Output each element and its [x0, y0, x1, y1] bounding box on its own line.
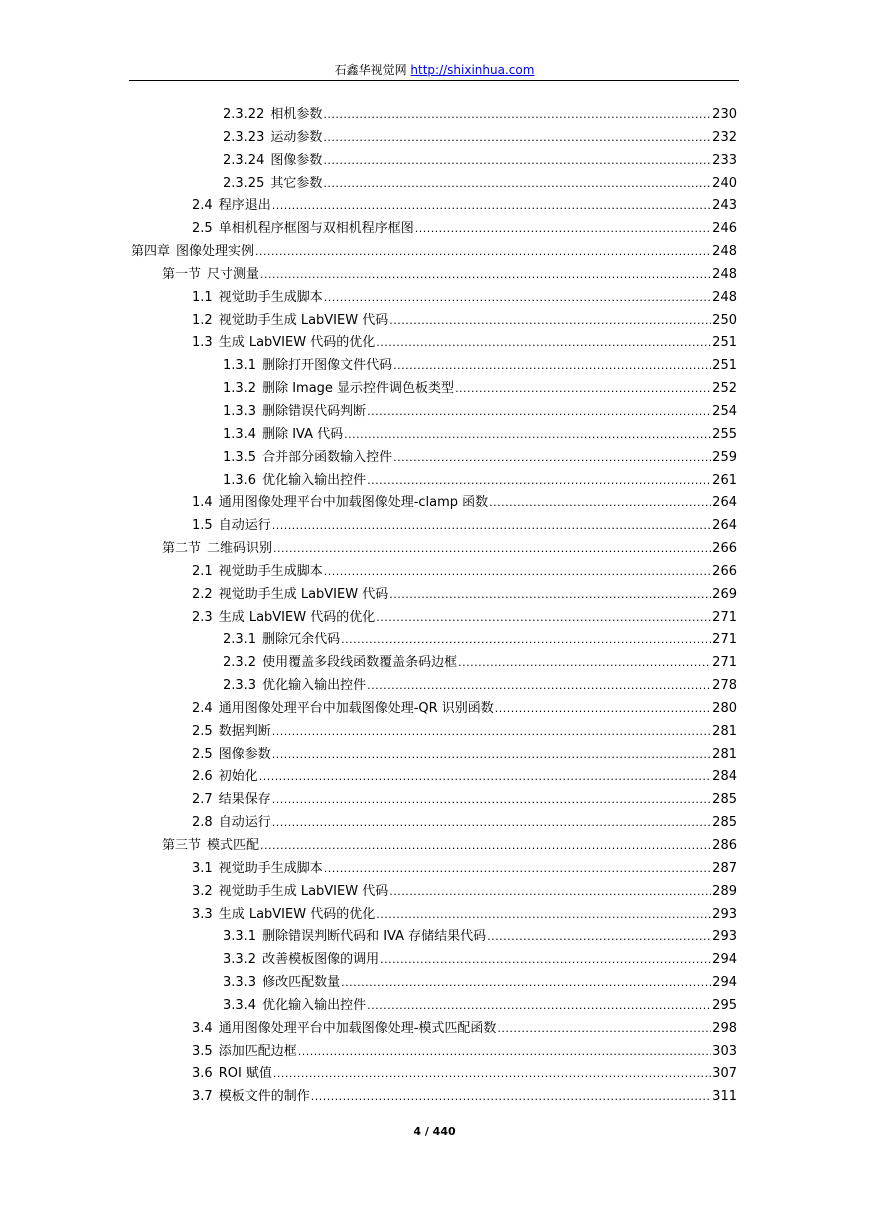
toc-dot-leader	[272, 744, 711, 767]
toc-entry[interactable]	[0, 150, 869, 173]
toc-dot-leader	[367, 675, 711, 698]
toc-entry-number: 3.3.2	[223, 952, 257, 968]
toc-entry-number: 1.2	[192, 312, 213, 328]
toc-entry-page: 255	[712, 426, 737, 442]
toc-dot-leader	[255, 241, 711, 264]
toc-entry-page: 307	[712, 1066, 737, 1082]
toc-entry[interactable]	[0, 949, 869, 972]
toc-entry-page: 251	[712, 335, 737, 351]
toc-entry[interactable]	[0, 104, 869, 127]
toc-entry-title: 结果保存	[218, 792, 271, 808]
toc-entry-page: 252	[712, 381, 737, 397]
toc-entry[interactable]	[0, 584, 869, 607]
toc-dot-leader	[415, 218, 711, 241]
toc-entry-number: 1.5	[192, 518, 213, 534]
toc-dot-leader	[376, 332, 711, 355]
toc-entry-page: 278	[712, 678, 737, 694]
toc-entry[interactable]	[0, 378, 869, 401]
toc-entry[interactable]	[0, 287, 869, 310]
toc-entry-title: 模板文件的制作	[218, 1089, 310, 1105]
toc-entry-number: 1.3.4	[223, 426, 257, 442]
toc-entry[interactable]	[0, 515, 869, 538]
toc-entry[interactable]	[0, 652, 869, 675]
toc-entry-title: 单相机程序框图与双相机程序框图	[218, 221, 414, 237]
toc-entry-title: 图像处理实例	[176, 244, 255, 260]
toc-entry-title: 视觉助手生成 LabVIEW 代码	[218, 312, 389, 328]
toc-entry-number: 2.3.24	[223, 152, 265, 168]
toc-entry[interactable]	[0, 401, 869, 424]
toc-entry-title: 删除冗余代码	[262, 632, 341, 648]
site-link[interactable]: http://shixinhua.com	[410, 63, 535, 77]
toc-entry-title: 生成 LabVIEW 代码的优化	[218, 335, 376, 351]
toc-entry-number: 2.7	[192, 792, 213, 808]
toc-entry-title: 通用图像处理平台中加载图像处理-QR 识别函数	[218, 700, 494, 716]
toc-dot-leader	[323, 173, 711, 196]
toc-entry-page: 243	[712, 198, 737, 214]
toc-dot-leader	[380, 949, 711, 972]
toc-entry-title: 自动运行	[218, 815, 271, 831]
toc-entry-page: 251	[712, 358, 737, 374]
toc-entry-page: 271	[712, 609, 737, 625]
toc-entry[interactable]	[0, 173, 869, 196]
toc-entry-number: 1.3.3	[223, 403, 257, 419]
toc-dot-leader	[260, 835, 711, 858]
toc-entry[interactable]	[0, 812, 869, 835]
toc-entry[interactable]	[0, 492, 869, 515]
toc-entry-number: 3.3.4	[223, 997, 257, 1013]
toc-entry-number: 2.3.2	[223, 655, 257, 671]
toc-dot-leader	[324, 561, 711, 584]
toc-entry-title: 删除错误判断代码和 IVA 存储结果代码	[262, 929, 487, 945]
toc-entry-title: 尺寸测量	[207, 266, 260, 282]
site-name: 石鑫华视觉网	[334, 63, 407, 77]
toc-dot-leader	[367, 995, 711, 1018]
toc-entry-number: 2.5	[192, 221, 213, 237]
toc-entry[interactable]	[0, 744, 869, 767]
toc-entry-number: 2.4	[192, 198, 213, 214]
toc-entry[interactable]	[0, 1018, 869, 1041]
toc-entry[interactable]	[0, 721, 869, 744]
toc-entry-number: 第一节	[162, 266, 202, 282]
toc-dot-leader	[323, 150, 711, 173]
toc-entry[interactable]	[0, 1086, 869, 1109]
toc-entry-title: 运动参数	[270, 129, 323, 145]
toc-entry-number: 3.3.3	[223, 975, 257, 991]
toc-dot-leader	[311, 1086, 711, 1109]
toc-entry-number: 第二节	[162, 541, 202, 557]
toc-entry-title: 优化输入输出控件	[262, 678, 367, 694]
toc-dot-leader	[260, 264, 711, 287]
toc-entry[interactable]	[0, 607, 869, 630]
page-number: 4 / 440	[413, 1125, 456, 1138]
page-header	[0, 62, 869, 78]
toc-entry-number: 1.3.1	[223, 358, 257, 374]
toc-entry-page: 248	[712, 289, 737, 305]
toc-entry[interactable]	[0, 332, 869, 355]
toc-entry-title: 使用覆盖多段线函数覆盖条码边框	[262, 655, 458, 671]
toc-entry-title: 合并部分函数输入控件	[262, 449, 393, 465]
toc-entry[interactable]	[0, 835, 869, 858]
toc-entry[interactable]	[0, 789, 869, 812]
toc-dot-leader	[298, 1041, 711, 1064]
toc-entry[interactable]	[0, 926, 869, 949]
toc-entry-page: 246	[712, 221, 737, 237]
toc-entry-number: 1.1	[192, 289, 213, 305]
toc-entry[interactable]	[0, 561, 869, 584]
toc-entry-page: 269	[712, 586, 737, 602]
toc-entry-number: 3.7	[192, 1089, 213, 1105]
toc-entry-title: 自动运行	[218, 518, 271, 534]
toc-entry-title: 初始化	[218, 769, 258, 785]
toc-entry-title: 修改匹配数量	[262, 975, 341, 991]
toc-entry-title: 图像参数	[218, 746, 271, 762]
toc-entry-number: 1.3.6	[223, 472, 257, 488]
toc-entry-number: 1.3.2	[223, 381, 257, 397]
toc-entry-title: 相机参数	[270, 107, 323, 122]
toc-dot-leader	[393, 447, 711, 470]
toc-entry-number: 2.3	[192, 609, 213, 625]
toc-dot-leader	[344, 424, 711, 447]
toc-entry-title: 图像参数	[270, 152, 323, 168]
toc-entry-number: 第四章	[131, 244, 171, 260]
toc-dot-leader	[272, 789, 711, 812]
toc-dot-leader	[389, 584, 711, 607]
toc-entry-title: 生成 LabVIEW 代码的优化	[218, 609, 376, 625]
toc-entry-page: 311	[712, 1089, 737, 1105]
toc-entry-page: 293	[712, 906, 737, 922]
toc-entry-page: 264	[712, 518, 737, 534]
toc-entry-title: 删除 IVA 代码	[262, 426, 344, 442]
toc-entry-number: 第三节	[162, 838, 202, 853]
toc-entry-number: 3.1	[192, 860, 213, 876]
toc-entry[interactable]	[0, 538, 869, 561]
toc-entry-number: 2.3.1	[223, 632, 257, 648]
toc-entry-title: 视觉助手生成脚本	[218, 563, 323, 579]
toc-entry[interactable]	[0, 241, 869, 264]
toc-entry-number: 2.3.3	[223, 678, 257, 694]
toc-dot-leader	[324, 858, 711, 881]
toc-entry[interactable]	[0, 127, 869, 150]
toc-dot-leader	[324, 287, 711, 310]
toc-entry-page: 285	[712, 792, 737, 808]
toc-entry[interactable]	[0, 904, 869, 927]
toc-entry-title: 视觉助手生成 LabVIEW 代码	[218, 883, 389, 899]
toc-entry[interactable]	[0, 1063, 869, 1086]
toc-entry-number: 3.5	[192, 1043, 213, 1059]
toc-entry[interactable]	[0, 355, 869, 378]
toc-dot-leader	[341, 629, 711, 652]
toc-entry-page: 248	[712, 244, 737, 260]
toc-entry-number: 1.4	[192, 495, 213, 511]
toc-dot-leader	[389, 310, 711, 333]
toc-entry-number: 1.3.5	[223, 449, 257, 465]
toc-entry-number: 2.4	[192, 700, 213, 716]
toc-entry-number: 2.8	[192, 815, 213, 831]
toc-dot-leader	[497, 1018, 711, 1041]
toc-dot-leader	[259, 766, 711, 789]
toc-entry[interactable]	[0, 858, 869, 881]
toc-entry-page: 287	[712, 860, 737, 876]
toc-entry-number: 2.3.22	[223, 107, 265, 122]
toc-entry-page: 303	[712, 1043, 737, 1059]
toc-entry[interactable]	[0, 972, 869, 995]
toc-dot-leader	[273, 538, 711, 561]
toc-entry-page: 264	[712, 495, 737, 511]
toc-entry-page: 285	[712, 815, 737, 831]
toc-entry-title: 删除打开图像文件代码	[262, 358, 393, 374]
toc-entry-number: 3.2	[192, 883, 213, 899]
toc-entry-number: 3.3	[192, 906, 213, 922]
toc-entry-number: 2.3.23	[223, 129, 265, 145]
toc-entry-title: 改善模板图像的调用	[262, 952, 380, 968]
toc-entry-page: 293	[712, 929, 737, 945]
toc-entry[interactable]	[0, 1041, 869, 1064]
toc-entry-page: 271	[712, 632, 737, 648]
toc-entry-title: 优化输入输出控件	[262, 997, 367, 1013]
toc-entry-title: 通用图像处理平台中加载图像处理-模式匹配函数	[218, 1020, 497, 1036]
header-divider	[129, 80, 739, 81]
toc-entry-title: 删除 Image 显示控件调色板类型	[262, 381, 455, 397]
toc-dot-leader	[389, 881, 711, 904]
toc-dot-leader	[495, 698, 711, 721]
toc-entry-page: 289	[712, 883, 737, 899]
toc-entry-page: 230	[712, 107, 737, 122]
toc-entry-page: 248	[712, 266, 737, 282]
toc-entry[interactable]	[0, 995, 869, 1018]
toc-entry-page: 233	[712, 152, 737, 168]
toc-entry[interactable]	[0, 881, 869, 904]
toc-entry[interactable]	[0, 447, 869, 470]
toc-entry-title: ROI 赋值	[218, 1066, 272, 1082]
toc-entry-title: 其它参数	[270, 175, 323, 191]
toc-entry-title: 模式匹配	[207, 838, 260, 853]
toc-entry-page: 281	[712, 746, 737, 762]
toc-entry-title: 视觉助手生成脚本	[218, 289, 323, 305]
toc-entry-number: 2.2	[192, 586, 213, 602]
toc-dot-leader	[323, 127, 711, 150]
toc-entry-page: 295	[712, 997, 737, 1013]
toc-entry-number: 3.4	[192, 1020, 213, 1036]
toc-entry-page: 259	[712, 449, 737, 465]
toc-entry-number: 3.6	[192, 1066, 213, 1082]
toc-entry-page: 298	[712, 1020, 737, 1036]
toc-entry-title: 通用图像处理平台中加载图像处理-clamp 函数	[218, 495, 489, 511]
toc-dot-leader	[376, 904, 711, 927]
toc-dot-leader	[272, 721, 711, 744]
toc-entry[interactable]	[0, 195, 869, 218]
toc-entry-title: 添加匹配边框	[218, 1043, 297, 1059]
toc-entry-title: 生成 LabVIEW 代码的优化	[218, 906, 376, 922]
toc-dot-leader	[487, 926, 711, 949]
toc-entry-title: 数据判断	[218, 723, 271, 739]
toc-entry[interactable]	[0, 698, 869, 721]
toc-dot-leader	[272, 515, 711, 538]
toc-dot-leader	[272, 812, 711, 835]
toc-dot-leader	[489, 492, 711, 515]
toc-entry-page: 266	[712, 563, 737, 579]
toc-entry-title: 程序退出	[218, 198, 271, 214]
toc-entry[interactable]	[0, 675, 869, 698]
toc-entry[interactable]	[0, 629, 869, 652]
toc-entry-page: 284	[712, 769, 737, 785]
toc-entry-page: 254	[712, 403, 737, 419]
toc-entry-title: 视觉助手生成 LabVIEW 代码	[218, 586, 389, 602]
toc-dot-leader	[455, 378, 711, 401]
toc-entry-number: 2.5	[192, 746, 213, 762]
toc-entry-page: 250	[712, 312, 737, 328]
toc-entry-title: 二维码识别	[207, 541, 273, 557]
toc-entry[interactable]	[0, 766, 869, 789]
toc-entry-page: 280	[712, 700, 737, 716]
toc-entry-page: 294	[712, 952, 737, 968]
toc-dot-leader	[367, 470, 711, 493]
toc-dot-leader	[393, 355, 711, 378]
toc-entry-title: 视觉助手生成脚本	[218, 860, 323, 876]
toc-entry-page: 286	[712, 838, 737, 853]
toc-entry-title: 优化输入输出控件	[262, 472, 367, 488]
toc-entry-number: 2.5	[192, 723, 213, 739]
toc-dot-leader	[341, 972, 711, 995]
toc-entry-page: 294	[712, 975, 737, 991]
toc-entry-number: 1.3	[192, 335, 213, 351]
toc-dot-leader	[367, 401, 711, 424]
toc-entry-page: 261	[712, 472, 737, 488]
toc-entry-number: 2.1	[192, 563, 213, 579]
table-of-contents	[0, 104, 869, 1109]
toc-entry[interactable]	[0, 264, 869, 287]
toc-entry-page: 266	[712, 541, 737, 557]
toc-dot-leader	[458, 652, 711, 675]
toc-entry[interactable]	[0, 424, 869, 447]
toc-dot-leader	[323, 104, 711, 127]
toc-entry-page: 281	[712, 723, 737, 739]
toc-entry-number: 3.3.1	[223, 929, 257, 945]
toc-entry[interactable]	[0, 310, 869, 333]
toc-dot-leader	[272, 195, 711, 218]
toc-entry[interactable]	[0, 218, 869, 241]
toc-dot-leader	[376, 607, 711, 630]
toc-entry-number: 2.6	[192, 769, 213, 785]
toc-entry-title: 删除错误代码判断	[262, 403, 367, 419]
toc-dot-leader	[273, 1063, 711, 1086]
toc-entry-page: 232	[712, 129, 737, 145]
toc-entry-page: 271	[712, 655, 737, 671]
toc-entry-page: 240	[712, 175, 737, 191]
toc-entry[interactable]	[0, 470, 869, 493]
toc-entry-number: 2.3.25	[223, 175, 265, 191]
